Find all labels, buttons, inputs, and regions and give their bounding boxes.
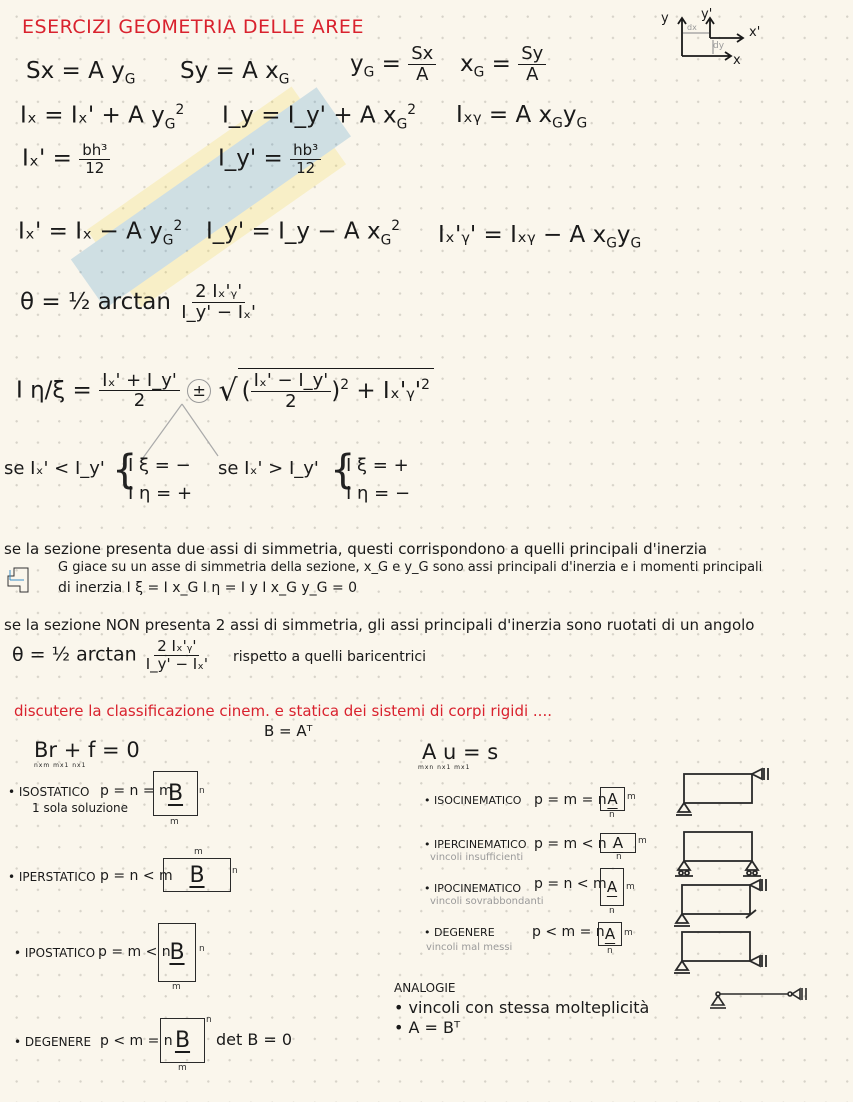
kin-case-label-ipocinematico: • IPOCINEMATICO (424, 882, 522, 895)
dim-label-n: n (607, 946, 613, 956)
axis-label-y: y (661, 11, 669, 26)
formula-ixy: Iₓᵧ = A $x_Gy_G$ (456, 102, 588, 132)
case-left-eta: I η = + (128, 483, 193, 504)
matrix-a-degenere: A (598, 922, 622, 946)
axis-label-x-prime: x' (749, 25, 761, 40)
kinematic-dims: mxn nx1 mx1 (418, 764, 471, 771)
formula-ixp-rect: Iₓ' = $\frac{\text{bh³}}{12}$ (22, 142, 110, 176)
matrix-b-tall: B (158, 923, 196, 982)
dim-label-n: n (232, 866, 238, 876)
kin-case-sub-ipocinematico: vincoli sovrabbondanti (430, 896, 544, 907)
case-right-eta: I η = − (346, 483, 411, 504)
note-symmetry-3: di inerzia I ξ = I x_G I η = I y I x_G y_G = 0 (58, 580, 358, 596)
dim-label-n: n (199, 786, 205, 796)
static-case-cond-isostatico: p = n = m (100, 783, 173, 799)
section-symmetry-icon (4, 566, 32, 596)
dim-label-m: m (178, 1063, 187, 1073)
analogie-title: ANALOGIE (394, 981, 456, 995)
static-case-label-iperstatico: • IPERSTATICO (8, 870, 96, 884)
formula-theta: θ = ½ arctan $\frac{\text{2 Iₓ'ᵧ'}}{\text{I\_y' − Iₓ'}}$ (20, 281, 256, 323)
case-left-condition: se Iₓ' < I_y' (4, 458, 105, 479)
dim-label-m: m (194, 847, 203, 857)
matrix-b-wide: B (163, 858, 231, 892)
formula-b-equals-at: B = Aᵀ (264, 722, 313, 740)
case-right-condition: se Iₓ' > I_y' (218, 458, 319, 479)
dim-label-m: m (638, 836, 647, 846)
formula-yg: $y_G$ = $\frac{Sx}{A}$ (350, 44, 436, 85)
kin-case-label-degenere: • DEGENERE (424, 926, 495, 939)
formula-iyp-rect: I_y' = $\frac{\text{hb³}}{12}$ (218, 142, 321, 176)
static-case-cond-iperstatico: p = n < m (100, 868, 173, 884)
kin-case-label-isocinematico: • ISOCINEMATICO (424, 794, 522, 807)
matrix-b-square: B (153, 771, 198, 816)
formula-theta-rotation: θ = ½ arctan $\frac{\text{2 Iₓ'ᵧ'}}{\text{I\_y' − Iₓ'}}$ rispetto a quelli baricentrici (12, 637, 427, 673)
kin-case-cond-ipocinematico: p = n < m (534, 876, 607, 892)
axis-label-x: x (733, 53, 741, 68)
dim-label-m: m (626, 882, 635, 892)
formula-static-equation: Br + f = 0 (34, 738, 140, 762)
kin-case-sub-ipercinematico: vincoli insufficienti (430, 852, 524, 863)
axes-translation-diagram (655, 4, 765, 68)
dim-label-n: n (609, 906, 615, 916)
kin-case-sub-degenere: vincoli mal messi (426, 942, 513, 953)
kin-case-cond-isocinematico: p = m = n (534, 792, 607, 808)
kin-case-cond-ipercinematico: p = m < n (534, 836, 607, 852)
dx-label: dx (687, 23, 697, 32)
static-case-cond-degenere: p < m = n (100, 1033, 173, 1049)
formula-sx: Sx = A $y_G$ (26, 58, 136, 88)
case-right-xi: I ξ = + (346, 455, 409, 476)
axis-label-y-prime: y' (701, 7, 713, 22)
formula-principal-moments: I η/ξ = $\frac{\text{Iₓ' + I\_y'}}{2}$ ± √ ( $\frac{\text{Iₓ' − I\_y'}}{2}$ )$^2 + I_x'ᵧ'^2$ (16, 368, 434, 414)
static-case-cond-ipostatico: p = m < n (98, 944, 171, 960)
static-case-label-degenere: • DEGENERE (14, 1035, 92, 1049)
static-case-label-isostatico: • ISOSTATICO (8, 785, 90, 799)
det-b-zero: det B = 0 (216, 1030, 293, 1049)
frame-constraint-diagrams (670, 760, 810, 990)
beam-constraint-diagram (700, 984, 810, 1014)
page-title: ESERCIZI GEOMETRIA DELLE AREE (22, 16, 364, 38)
formula-xg: $x_G$ = $\frac{Sy}{A}$ (460, 44, 546, 85)
formula-ixp-inverse: Iₓ' = Iₓ − A $y_G^2$ (18, 218, 183, 249)
dim-label-m: m (624, 928, 633, 938)
static-case-sub-isostatico: 1 sola soluzione (32, 801, 129, 815)
kin-case-label-ipercinematico: • IPERCINEMATICO (424, 838, 527, 851)
formula-ix-huygens: Iₓ = Iₓ' + A $y_G^2$ (20, 102, 185, 133)
dim-label-m: m (170, 817, 179, 827)
dim-label-m: m (172, 982, 181, 992)
brace-right: { (330, 447, 356, 493)
note-symmetry-1: se la sezione presenta due assi di simmetria, questi corrispondono a quelli principali d'inerzia (4, 540, 708, 558)
analogie-item-1: • vincoli con stessa molteplicità (394, 998, 650, 1017)
matrix-a-square: A (600, 787, 625, 811)
analogie-item-2: • A = Bᵀ (394, 1018, 461, 1037)
case-left-xi: I ξ = − (128, 455, 191, 476)
dim-label-n: n (206, 1015, 212, 1025)
formula-kinematic-equation: A u = s (422, 740, 499, 764)
brace-left: { (112, 447, 138, 493)
kin-case-cond-degenere: p < m = n (532, 924, 605, 940)
dim-label-n: n (609, 810, 615, 820)
plus-minus-circled: ± (187, 379, 211, 403)
dim-label-n: n (616, 852, 622, 862)
dim-label-m: m (627, 792, 636, 802)
formula-ixyp-inverse: Iₓ'ᵧ' = Iₓᵧ − A $x_Gy_G$ (438, 222, 642, 252)
section-heading-classification: discutere la classificazione cinem. e statica dei sistemi di corpi rigidi .... (14, 702, 552, 720)
static-case-label-ipostatico: • IPOSTATICO (14, 946, 96, 960)
formula-sy: Sy = A $x_G$ (180, 58, 290, 88)
static-dims: nxm mx1 nx1 (34, 762, 87, 769)
dy-label: dy (713, 41, 725, 51)
note-symmetry-2: G giace su un asse di simmetria della sezione, x_G e y_G sono assi principali d'inerzia e i momenti principali (58, 560, 763, 575)
matrix-b-degenere: B (160, 1018, 205, 1063)
formula-iy-huygens: I_y = I_y' + A $x_G^2$ (222, 102, 417, 133)
matrix-a-tall: A (600, 868, 624, 906)
formula-iyp-inverse: I_y' = I_y − A $x_G^2$ (206, 218, 401, 249)
note-no-symmetry: se la sezione NON presenta 2 assi di simmetria, gli assi principali d'inerzia sono ruotati di un angolo (4, 616, 755, 634)
dim-label-n: n (199, 944, 205, 954)
matrix-a-wide: A (600, 833, 636, 853)
